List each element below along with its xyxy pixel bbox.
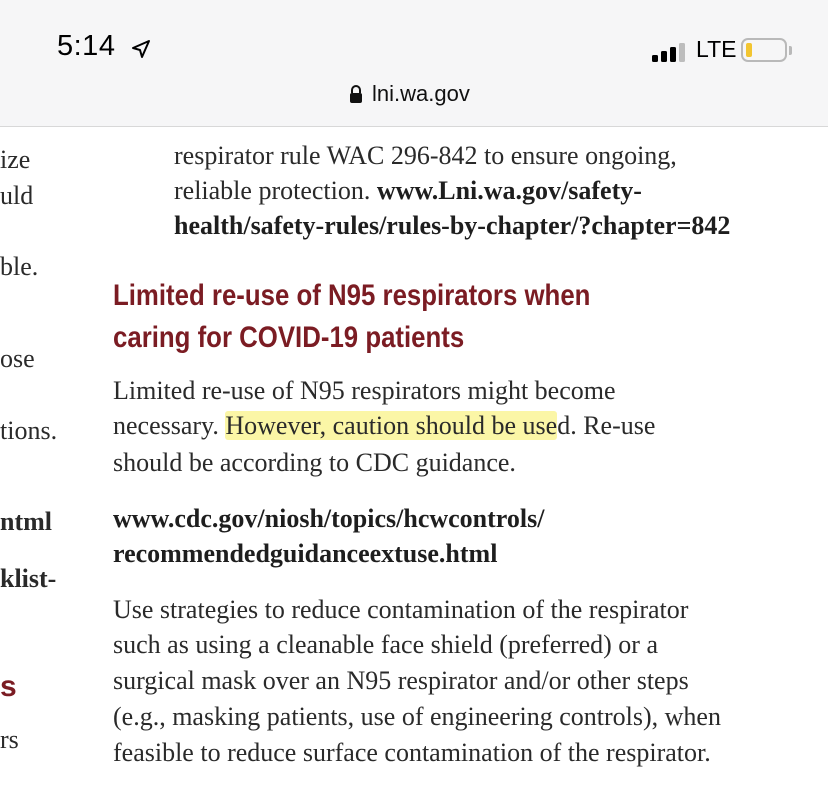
left-fragment: rs: [0, 725, 19, 754]
battery-icon: [741, 38, 787, 62]
prev-paragraph-text: reliable protection.: [174, 176, 377, 205]
network-type: LTE: [696, 36, 737, 62]
section-heading-line2: caring for COVID-19 patients: [113, 321, 465, 354]
left-fragment: klist-: [0, 564, 57, 593]
left-fragment: ntml: [0, 507, 52, 536]
left-fragment: tions.: [0, 416, 58, 445]
lock-icon: [349, 85, 363, 103]
prev-paragraph-line: respirator rule WAC 296-842 to ensure ongoing,: [174, 141, 677, 170]
wac-link-part1[interactable]: www.Lni.wa.gov/safety-: [376, 176, 642, 205]
signal-strength-icon: [652, 42, 688, 62]
left-fragment: ize: [0, 145, 31, 174]
left-fragment-heading: s: [0, 670, 17, 703]
para2-line: such as using a cleanable face shield (preferred) or a: [113, 630, 658, 659]
battery-level: [746, 43, 752, 57]
para1-line: [113, 413, 655, 439]
para1-text: necessary.: [113, 411, 226, 440]
highlighted-text[interactable]: However, caution should be use: [225, 411, 558, 440]
battery-cap: [789, 46, 792, 55]
browser-top-bar: [0, 0, 828, 127]
cdc-link-line2[interactable]: recommendedguidanceextuse.html: [113, 539, 498, 568]
left-fragment: ble.: [0, 252, 39, 281]
para2-line: surgical mask over an N95 respirator and/or other steps: [113, 666, 689, 695]
para2-line: feasible to reduce surface contamination of the respirator.: [113, 738, 711, 767]
para1-line: Limited re-use of N95 respirators might become: [113, 376, 616, 405]
left-fragment: ose: [0, 344, 35, 373]
prev-paragraph-line: [174, 178, 642, 204]
left-fragment: uld: [0, 181, 34, 210]
address-bar-url[interactable]: lni.wa.gov: [372, 81, 470, 106]
para1-text: d. Re-use: [557, 411, 656, 440]
section-heading-line1: Limited re-use of N95 respirators when: [113, 279, 591, 312]
para2-line: (e.g., masking patients, use of engineering controls), when: [113, 702, 721, 731]
para1-line: should be according to CDC guidance.: [113, 448, 516, 477]
para2-line: Use strategies to reduce contamination of the respirator: [113, 595, 689, 624]
wac-link-part2[interactable]: health/safety-rules/rules-by-chapter/?chapter=842: [174, 211, 731, 240]
location-arrow-icon: [131, 39, 151, 59]
status-time: 5:14: [57, 30, 116, 62]
cdc-link-line1[interactable]: www.cdc.gov/niosh/topics/hcwcontrols/: [113, 504, 545, 533]
